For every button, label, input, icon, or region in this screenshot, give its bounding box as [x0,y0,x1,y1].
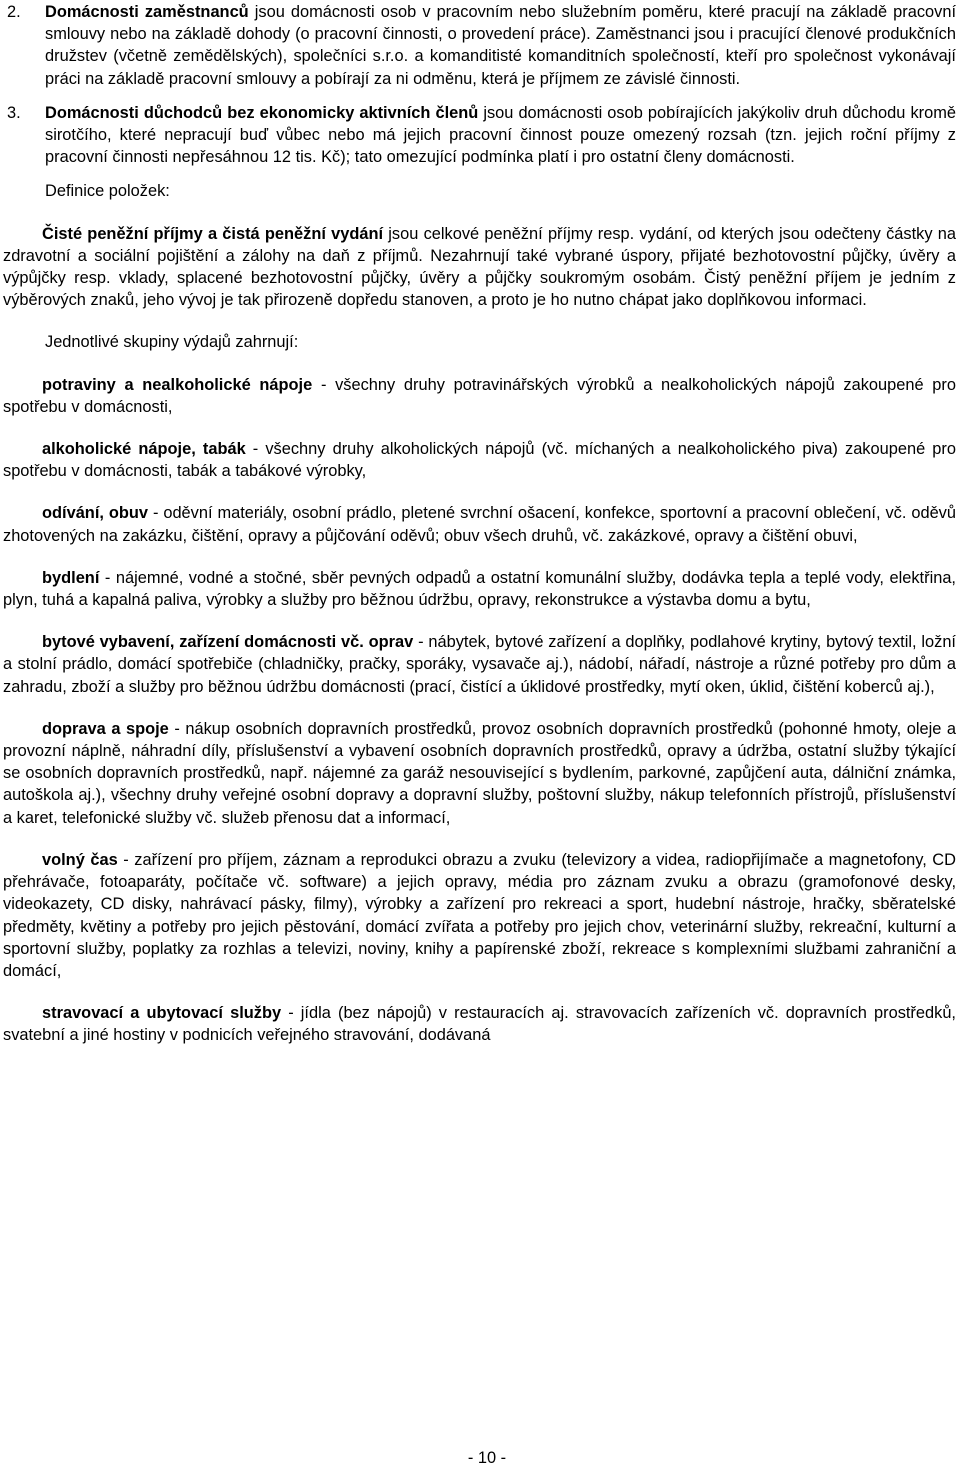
category-paragraph [3,374,956,418]
definition-term: Čisté peněžní příjmy a čistá peněžní vydání [42,224,384,243]
category-paragraph [3,849,956,982]
category-paragraph [3,567,956,611]
category-paragraph [3,718,956,829]
groups-heading: Jednotlivé skupiny výdajů zahrnují: [45,333,299,352]
definitions-heading: Definice položek: [45,182,170,201]
document-page [0,1,960,1471]
item-text: jsou domácnosti osob pobírajících jakýkoliv druh důchodu kromě sirotčího, které nepracují buď vůbec nebo má jejich pracovní činnost pouze omezený rozsah (tzn. jejich roční příjmy z pracovní činnosti nepřesáhnou 12 tis. Kč); tato omezující podmínka platí i pro ostatní členy domácnosti. [45,103,956,167]
category-term: volný čas [42,850,118,869]
list-item-3 [3,102,956,169]
category-text: - nábytek, bytové zařízení a doplňky, podlahové krytiny, bytový textil, ložní a stolní prádlo, domácí spotřebiče (chladničky, pračky, sporáky, vysavače aj.), nádobí, nářadí, nástroje a různé potřeby pro dům a zahradu, zboží a služby pro běžnou údržbu domácnosti (prací, čistící a úklidové prostředky, mytí oken, úklid, čištění koberců aj.), [3,633,956,696]
category-term: doprava a spoje [42,719,169,738]
category-text: - všechny druhy alkoholických nápojů (vč. míchaných a nealkoholického piva) zakoupené pro spotřebu v domácnosti, tabák a tabákové výrobky, [3,440,956,481]
category-paragraph [3,502,956,546]
definitions-paragraph [3,223,956,312]
list-item-2 [3,1,956,90]
category-paragraph [3,631,956,698]
category-text: - jídla (bez nápojů) v restauracích aj. stravovacích zařízeních vč. dopravních prostředků, svatební a jiné hostiny v podnicích veřejného stravování, dodávaná [3,1004,956,1045]
category-term: potraviny a nealkoholické nápoje [42,375,313,394]
category-text: - všechny druhy potravinářských výrobků a nealkoholických nápojů zakoupené pro spotřebu v domácnosti, [3,375,956,416]
category-text: - nájemné, vodné a stočné, sběr pevných odpadů a ostatní komunální služby, dodávka tepla a teplé vody, elektřina, plyn, tuhá a kapalná paliva, výrobky a služby pro běžnou údržbu, opravy, rekonstrukce a výstavba domu a bytu, [3,568,956,610]
category-term: bytové vybavení, zařízení domácnosti vč. oprav [42,633,414,652]
category-text: - nákup osobních dopravních prostředků, provoz osobních dopravních prostředků (pohonné hmoty, oleje a provozní náplně, náhradní díly, příslušenství a vybavení osobních dopravních prostředků, opravy a údržba, ostatní služby týkající se osobních dopravních prostředků, např. nájemné za garáž nesouvisející s bydlením, parkovné, zapůjčení auta, dálniční známka, autoškola aj.), všechny druhy veřejné osobní dopravy a dopravní služby, poštovní služby, nákup telefonních přístrojů, příslušenství a karet, telefonické služby vč. služeb přenosu dat a informací, [3,719,957,827]
category-text: - zařízení pro příjem, záznam a reprodukci obrazu a zvuku (televizory a videa, radiopřijímače a magnetofony, CD přehrávače, fotoaparáty, počítače vč. software) a jejich opravy, média pro záznam zvuku a obrazu (gramofonové desky, videokazety, CD disky, nahrávací pásky, filmy), výrobky a zařízení pro rekreaci a sport, hudební nástroje, hračky, sběratelské předměty, květiny a potřeby pro jejich pěstování, domácí zvířata a potřeby pro jejich chov, veterinární služby, rekreační, kulturní a sportovní služby, poplatky za rozhlas a televizi, noviny, knihy a papírenské zboží, rekreace s komplexními službami zahraniční a domácí, [3,850,956,980]
category-term: stravovací a ubytovací služby [42,1004,282,1023]
category-paragraph [3,438,956,482]
page-number: - 10 - [467,1449,507,1467]
definition-text: jsou celkové peněžní příjmy resp. vydání, od kterých jsou odečteny částky na zdravotní a sociální pojištění a zálohy na daň z příjmů. Nezahrnují také vybrané úspory, přijaté bezhotovostní půjčky, úvěry a výpůjčky resp. vklady, splacené bezhotovostní půjčky, úvěry a půjčky soukromým osobám. Čistý peněžní příjem je jedním z výběrových znaků, jeho vývoj je tak přirozeně dopředu stanoven, a proto je ho nutno chápat jako doplňkovou informaci. [3,224,956,310]
list-number: 2. [7,3,21,21]
item-term: Domácnosti zaměstnanců [45,3,249,21]
category-text: - oděvní materiály, osobní prádlo, pletené svrchní ošacení, konfekce, sportovní a pracovní oblečení, vč. oděvů zhotovených na zakázku, čištění, opravy a půjčování oděvů; obuv všech druhů, vč. zakázkové, opravy a čištění obuvi, [3,504,956,545]
category-term: alkoholické nápoje, tabák [42,440,246,459]
list-number: 3. [7,103,21,122]
category-term: bydlení [42,568,100,587]
category-term: odívání, obuv [42,504,149,523]
item-text: jsou domácnosti osob v pracovním nebo služebním poměru, které pracují na základě pracovní smlouvy nebo na základě dohody (o pracovní činnosti, o provedení práce). Zaměstnanci jsou i pracující členové produkčních družstev (včetně zemědělských), společníci s.r.o. a komanditisté komanditních společností, kteří pro společnost vykonávají práci na základě pracovní smlouvy a pobírají za ni odměnu, která je příjmem ze závislé činnosti. [45,3,956,88]
category-paragraph [3,1002,956,1046]
item-term: Domácnosti důchodců bez ekonomicky aktivních členů [45,103,479,122]
